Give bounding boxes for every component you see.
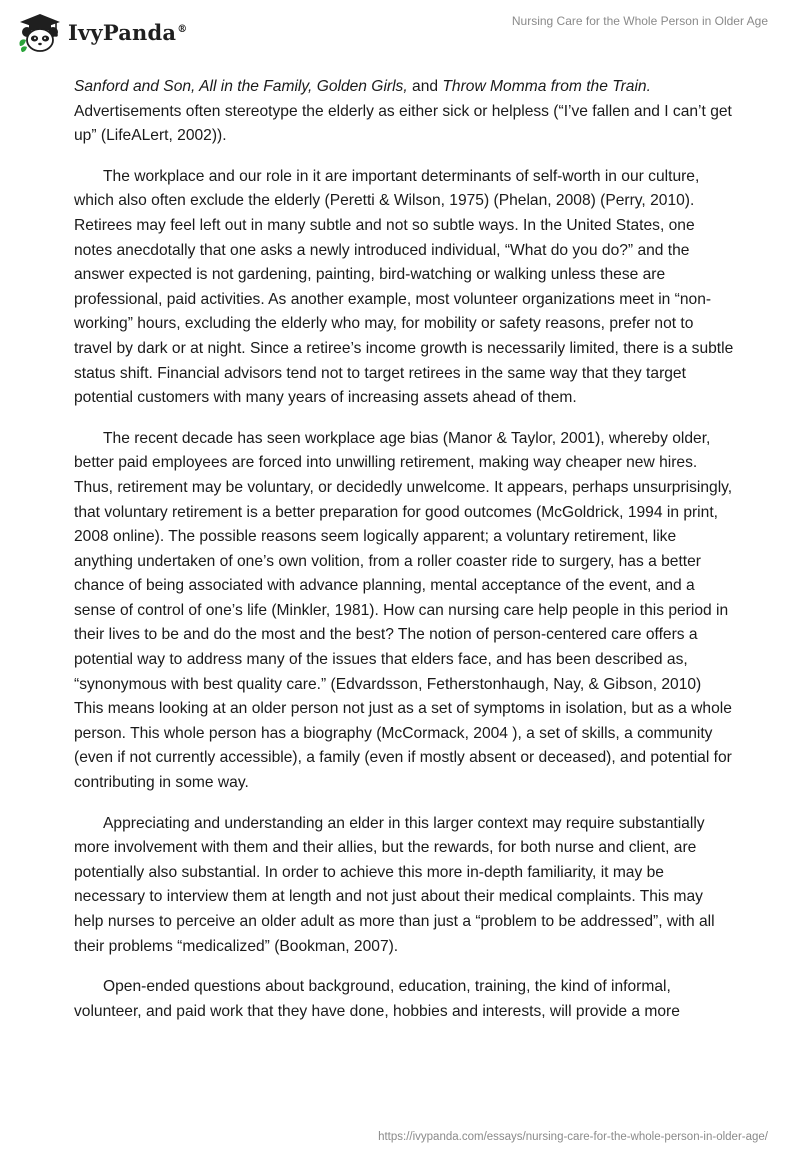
tv-titles: Sanford and Son, All in the Family, Golden Girls, — [74, 78, 408, 95]
ivypanda-logo[interactable] — [16, 10, 187, 54]
paragraph-0-rest: Advertisements often stereotype the elderly as either sick or helpless (“I’ve fallen and I can’t get up” (LifeALert, 2002)). — [74, 102, 732, 145]
page-header — [0, 0, 800, 64]
film-title: Throw Momma from the Train. — [442, 78, 651, 95]
paragraph-1: The workplace and our role in it are important determinants of self-worth in our culture, which also often exclude the elderly (Peretti & Wilson, 1975) (Phelan, 2008) (Perry, 2010). Retirees may feel left out in many subtle and not so subtle ways. In the United States, one notes anecdotally that one asks a newly introduced individual, “What do you do?” and the answer expected is not gardening, painting, bird-watching or walking unless these are professional, paid activities. As another example, most volunteer organizations meet in “non-working” hours, excluding the elderly who may, for mobility or safety reasons, prefer not to travel by dark or at night. Since a retiree’s income growth is necessarily limited, there is a subtle status shift. Financial advisors tend not to target retirees in the same way that they target potential customers with many years of increasing assets ahead of them. — [74, 167, 734, 407]
paragraph-2: The recent decade has seen workplace age bias (Manor & Taylor, 2001), whereby older, better paid employees are forced into unwilling retirement, making way cheaper new hires. Thus, retirement may be voluntary, or decidedly unwelcome. It appears, perhaps unsurprisingly, that voluntary retirement is a better preparation for good outcomes (McGoldrick, 1994 in print, 2008 online). The possible reasons seem logically apparent; a voluntary retirement, like anything undertaken of one’s own volition, from a roller coaster ride to surgery, has a better chance of being associated with advance planning, mental acceptance of the event, and a sense of control of one’s life (Minkler, 1981). How can nursing care help people in this period in their lives to be and do the most and the best? The notion of person-centered care offers a potential way to address many of the issues that elders face, and has been described as, “synonymous with best quality care.” (Edvardsson, Fetherstonhaugh, Nay, & Gibson, 2010) This means looking at an older person not just as a set of symptoms in isolation, but as a whole person. This whole person has a biography (McCormack, 2004 ), a set of skills, a community (even if not currently accessible), a family (even if mostly absent or deceased), and potential for contributing in some way. — [74, 429, 733, 792]
paragraph-0 — [74, 75, 734, 149]
conjunction: and — [407, 78, 443, 95]
logo-text: IvyPanda® — [68, 19, 188, 45]
source-url[interactable]: https://ivypanda.com/essays/nursing-care-for-the-whole-person-in-older-age/ — [378, 1131, 768, 1143]
paragraph-3: Appreciating and understanding an elder in this larger context may require substantially more involvement with them and their allies, but the rewards, for both nurse and client, are potentially also substantial. In order to achieve this more in-depth familiarity, it may be necessary to interview them at length and not just about their medical complaints. This may help nurses to perceive an older adult as more than just a “problem to be addressed”, with all their problems “medicalized” (Bookman, 2007). — [74, 814, 715, 955]
document-title: Nursing Care for the Whole Person in Older Age — [511, 14, 768, 28]
registered-mark: ® — [177, 23, 188, 35]
essay-body — [74, 75, 734, 1040]
paragraph-4: Open-ended questions about background, education, training, the kind of informal, volunteer, and paid work that they have done, hobbies and interests, will provide a more — [74, 978, 680, 1020]
panda-graduation-cap-icon — [16, 10, 60, 54]
